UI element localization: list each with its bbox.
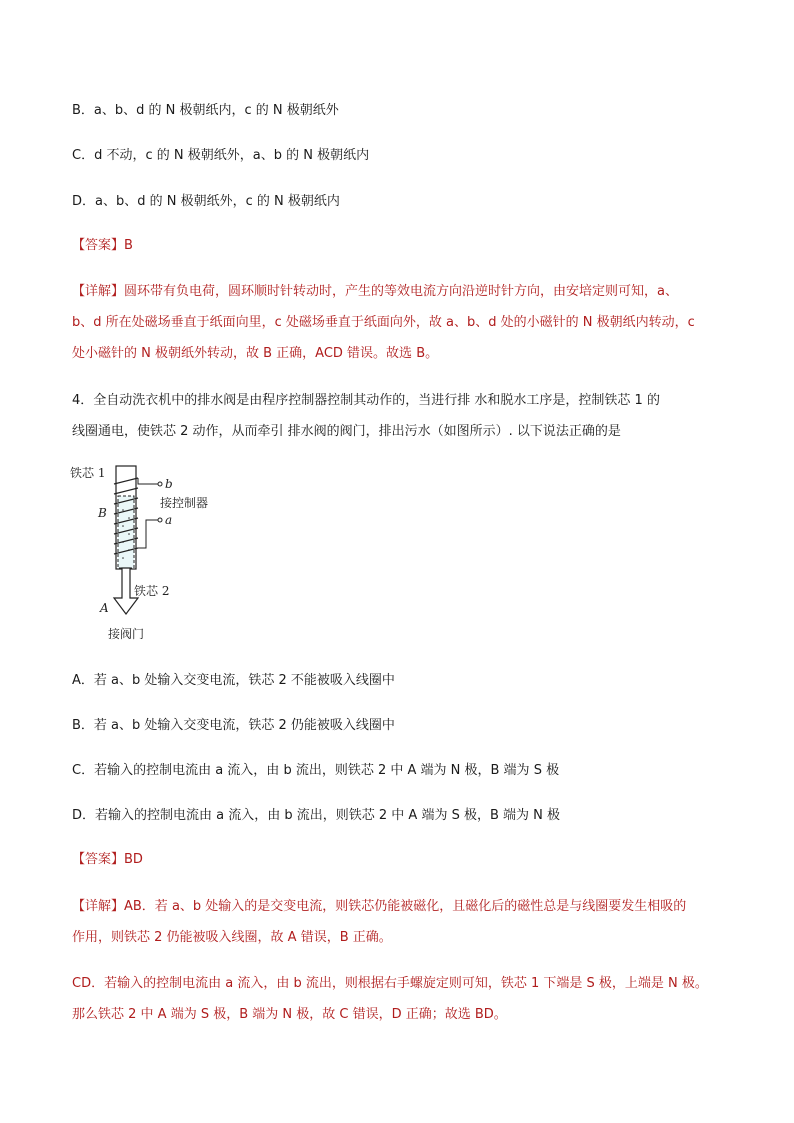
q3-option-c: C．d 不动，c 的 N 极朝纸外，a、b 的 N 极朝纸内	[72, 148, 370, 163]
q4-option-b: B．若 a、b 处输入交变电流，铁芯 2 仍能被吸入线圈中	[72, 718, 395, 733]
solenoid-valve-figure	[66, 462, 246, 644]
label-core-1: 铁芯 1	[70, 466, 106, 480]
lead-b	[138, 478, 158, 484]
q3-option-d: D．a、b、d 的 N 极朝纸外，c 的 N 极朝纸内	[72, 194, 340, 209]
label-core-2: 铁芯 2	[134, 584, 170, 598]
label-valve: 接阀门	[108, 627, 145, 641]
q4-detail-line-2: 作用，则铁芯 2 仍能被吸入线圈，故 A 错误，B 正确。	[72, 930, 392, 945]
q3-detail-line-2: b、d 所在处磁场垂直于纸面向里，c 处磁场垂直于纸面向外，故 a、b、d 处的小磁针的 N 极朝纸内转动，c	[72, 315, 695, 330]
q4-stem-line-2: 线圈通电，使铁芯 2 动作，从而牵引 排水阀的阀门，排出污水（如图所示）. 以下说法正确的是	[72, 424, 621, 439]
label-terminal-a: a	[165, 513, 173, 527]
q4-option-c: C．若输入的控制电流由 a 流入，由 b 流出，则铁芯 2 中 A 端为 N 极，B 端为 S 极	[72, 763, 560, 778]
lead-a	[138, 520, 158, 548]
q4-answer: 【答案】BD	[72, 852, 143, 867]
q4-stem-line-1: 4．全自动洗衣机中的排水阀是由程序控制器控制其动作的，当进行排 水和脱水工序是，控制铁芯 1 的	[72, 393, 660, 408]
q3-answer: 【答案】B	[72, 238, 133, 253]
label-b-end: B	[98, 506, 107, 520]
q4-detail-line-1: 【详解】AB．若 a、b 处输入的是交变电流，则铁芯仍能被磁化，且磁化后的磁性总是与线圈要发生相吸的	[72, 899, 687, 914]
q4-option-a: A．若 a、b 处输入交变电流，铁芯 2 不能被吸入线圈中	[72, 673, 395, 688]
q3-option-b: B．a、b、d 的 N 极朝纸内，c 的 N 极朝纸外	[72, 103, 339, 118]
q4-detail-line-3: CD．若输入的控制电流由 a 流入，由 b 流出，则根据右手螺旋定则可知，铁芯 1 下端是 S 极，上端是 N 极。	[72, 976, 708, 991]
label-a-end: A	[100, 601, 109, 615]
label-controller: 接控制器	[160, 496, 209, 510]
q3-detail-line-1: 【详解】圆环带有负电荷，圆环顺时针转动时，产生的等效电流方向沿逆时针方向，由安培定则可知，a、	[72, 284, 678, 299]
label-terminal-b: b	[165, 477, 173, 491]
q3-detail-line-3: 处小磁针的 N 极朝纸外转动，故 B 正确，ACD 错误。故选 B。	[72, 346, 439, 361]
q4-option-d: D．若输入的控制电流由 a 流入，由 b 流出，则铁芯 2 中 A 端为 S 极，B 端为 N 极	[72, 808, 561, 823]
q4-detail-line-4: 那么铁芯 2 中 A 端为 S 极，B 端为 N 极，故 C 错误，D 正确；故选 BD。	[72, 1007, 507, 1022]
